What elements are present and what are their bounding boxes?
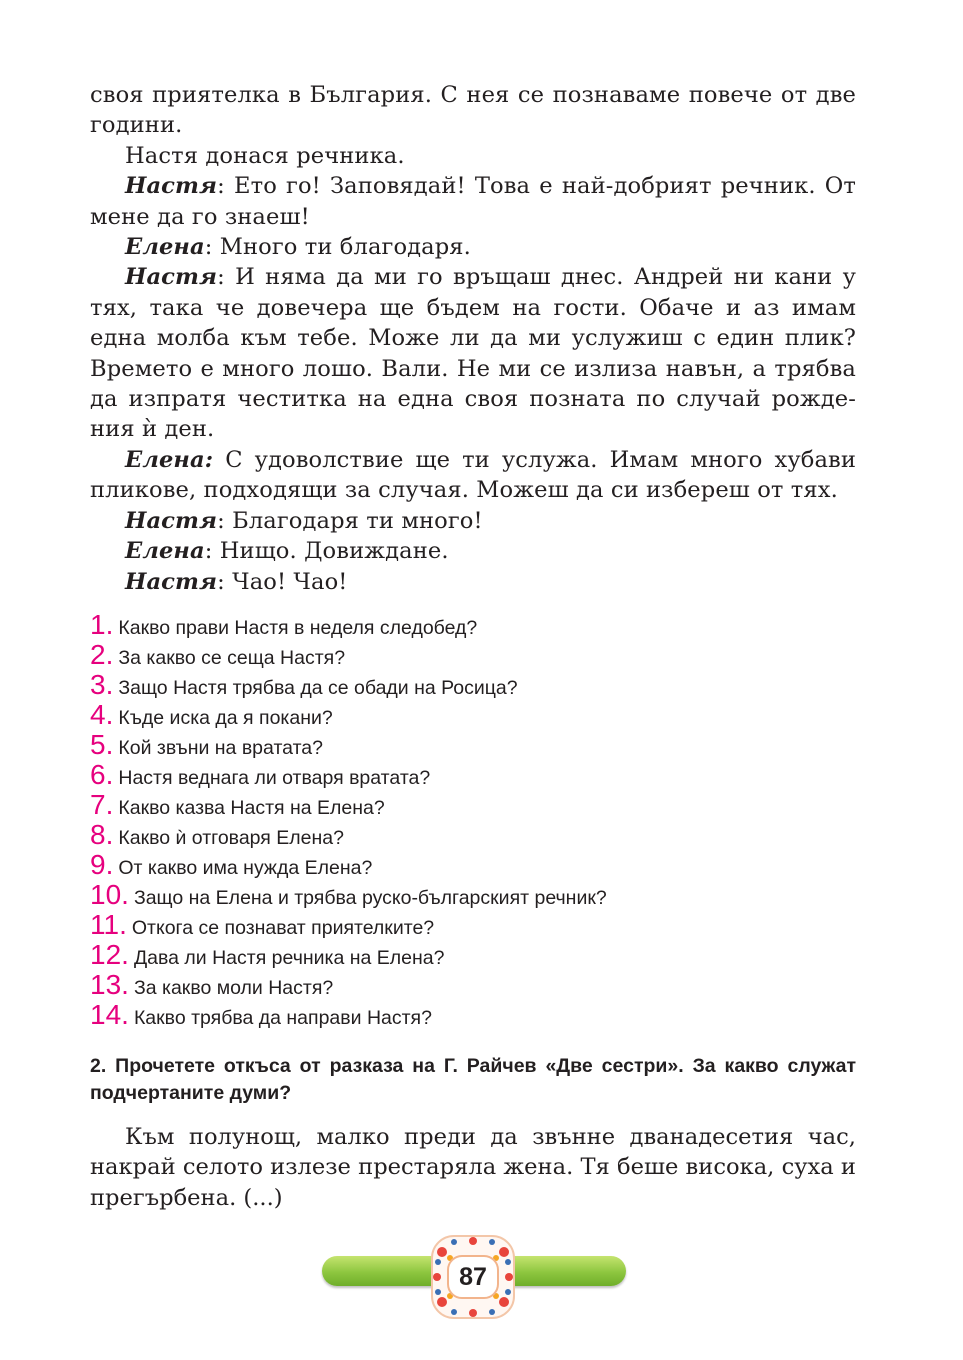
question-item [90, 610, 607, 640]
question-text: Откога се познават приятелките? [131, 917, 435, 939]
question-number: 8. [90, 819, 114, 850]
question-text: Какво ѝ отговаря Елена? [118, 827, 344, 849]
question-text: Дава ли Настя речника на Елена? [133, 947, 445, 969]
excerpt-text: Към полунощ, малко преди да звънне дванадесетия час, накрай селото излезе престаряла жена. Тя беше висока, суха и прегърбена. (...) [90, 1124, 856, 1211]
dialogue-text-span: С удоволствие ще ти услужа. Имам много хубави пликове, подходящи за случая. Можеш да си избереш от тях. [90, 446, 856, 504]
question-item [90, 790, 607, 820]
dialogue-text-span: Настя донася речника. [125, 142, 405, 169]
question-item [90, 940, 607, 970]
dialogue-text-span: : И няма да ми го връщаш днес. Андрей ни кани у тях, така че довечера ще бъдем на гости. Обаче и аз имам една молба към тебе. Може ли да ми услужиш с един плик? Времето е много лошо. Вали. Не ми се излиза навън, а трябва да изпратя честитка на една своя позната по случай рожде-ния ѝ ден. [90, 264, 856, 443]
dialogue-text [90, 80, 856, 597]
question-text: От какво има нужда Елена? [118, 857, 373, 879]
question-text: Защо Настя трябва да се обади на Росица? [118, 677, 518, 699]
dialogue-text-span: : Чао! Чао! [217, 568, 348, 595]
dialogue-line [90, 445, 856, 506]
dialogue-text-span: : Много ти благодаря. [204, 234, 471, 261]
dialogue-text-span: : Ето го! Заповядай! Това е най-добрият речник. От мене да го знаеш! [90, 173, 856, 230]
dialogue-line [90, 262, 856, 444]
question-text: Къде иска да я покани? [118, 707, 333, 729]
question-item [90, 700, 607, 730]
question-text: Какво трябва да направи Настя? [133, 1007, 432, 1029]
dialogue-section [90, 80, 856, 597]
question-number: 5. [90, 729, 114, 760]
speaker-name: Настя [125, 173, 218, 200]
question-item [90, 970, 607, 1000]
page-number: 87 [459, 1263, 487, 1291]
question-number: 12. [90, 939, 129, 970]
question-number: 3. [90, 669, 114, 700]
question-text: Настя веднага ли отваря вратата? [118, 767, 431, 789]
question-number: 10. [90, 879, 129, 910]
question-text: Какво казва Настя на Елена? [118, 797, 385, 819]
question-text: Кой звъни на вратата? [118, 737, 323, 759]
excerpt-section [90, 1122, 856, 1213]
question-number: 2. [90, 639, 114, 670]
question-number: 9. [90, 849, 114, 880]
question-text: За какво моли Настя? [133, 977, 334, 999]
question-number: 14. [90, 999, 129, 1030]
question-item [90, 850, 607, 880]
question-number: 4. [90, 699, 114, 730]
dialogue-text-span: : Нищо. Довиждане. [204, 538, 449, 565]
question-text: За какво се сеща Настя? [118, 647, 346, 669]
speaker-name: Настя [125, 568, 218, 595]
dialogue-line [90, 567, 856, 597]
question-number: 13. [90, 969, 129, 1000]
question-item [90, 910, 607, 940]
dialogue-text-span: своя приятелка в България. С нея се познаваме повече от две години. [90, 82, 856, 139]
question-number: 6. [90, 759, 114, 790]
question-text: Какво прави Настя в неделя следобед? [118, 617, 478, 639]
questions-list [90, 610, 607, 1030]
speaker-name: Елена [125, 234, 205, 261]
question-number: 1. [90, 609, 114, 640]
dialogue-line [90, 536, 856, 566]
dialogue-line [90, 80, 856, 141]
dialogue-line [90, 232, 856, 262]
question-text: Защо на Елена и трябва руско-българският речник? [133, 887, 607, 909]
question-number: 7. [90, 789, 114, 820]
question-item [90, 670, 607, 700]
speaker-name: Елена [125, 538, 205, 565]
dialogue-text-span: : Благодаря ти много! [217, 507, 483, 534]
speaker-name: Настя [125, 264, 218, 291]
question-item [90, 880, 607, 910]
question-item [90, 730, 607, 760]
question-item [90, 760, 607, 790]
question-item [90, 820, 607, 850]
dialogue-line [90, 141, 856, 171]
question-item [90, 1000, 607, 1030]
task-heading: 2. Прочетете откъса от разказа на Г. Райчев «Две сестри». За какво служат подчертаните думи? [90, 1055, 856, 1104]
question-number: 11. [90, 909, 127, 940]
dialogue-line [90, 171, 856, 232]
speaker-name: Елена: [125, 446, 214, 473]
speaker-name: Настя [125, 507, 218, 534]
dialogue-line [90, 506, 856, 536]
question-item [90, 640, 607, 670]
